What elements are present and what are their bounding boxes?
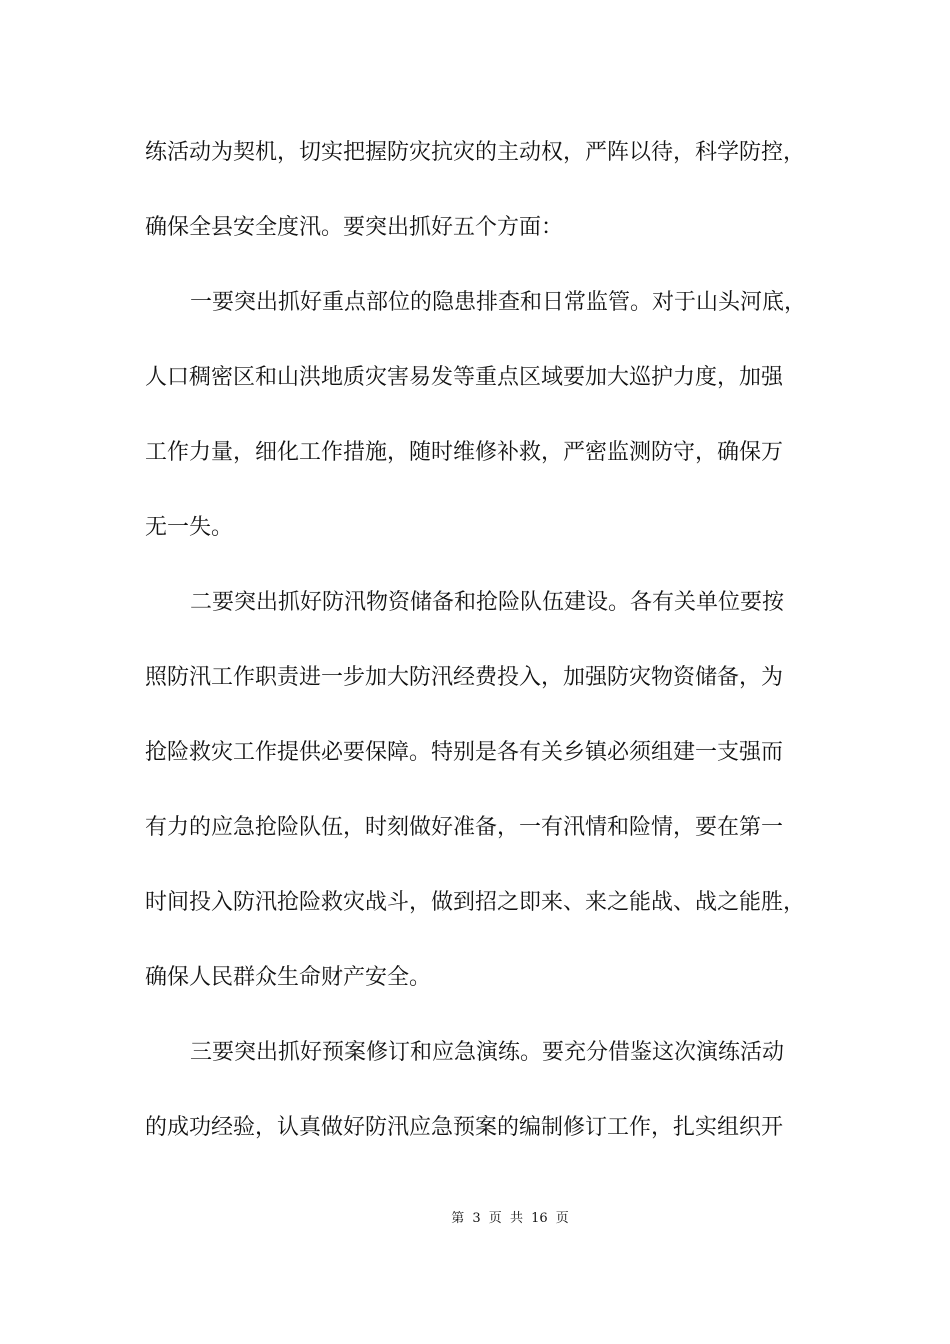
footer-current-page: 3	[472, 1211, 481, 1226]
paragraph-2-line-1: 二要突出抓好防汛物资储备和抢险队伍建设。各有关单位要按	[190, 590, 785, 615]
paragraph-2-line-6: 确保人民群众生命财产安全。	[145, 965, 432, 990]
footer-total-pages: 16	[531, 1211, 548, 1226]
paragraph-1-line-3: 工作力量，细化工作措施，随时维修补救，严密监测防守，确保万	[145, 440, 784, 465]
paragraph-1-line-2: 人口稠密区和山洪地质灾害易发等重点区域要加大巡护力度，加强	[145, 365, 784, 390]
page-footer	[0, 1209, 950, 1229]
paragraph-2-line-3: 抢险救灾工作提供必要保障。特别是各有关乡镇必须组建一支强而	[145, 740, 784, 765]
paragraph-3-line-2: 的成功经验，认真做好防汛应急预案的编制修订工作，扎实组织开	[145, 1115, 784, 1140]
paragraph-3-line-1: 三要突出抓好预案修订和应急演练。要充分借鉴这次演练活动	[190, 1040, 785, 1065]
footer-prefix: 第	[451, 1211, 465, 1226]
body-line-2: 确保全县安全度汛。要突出抓好五个方面：	[145, 215, 564, 240]
footer-total-prefix: 共	[509, 1211, 523, 1226]
footer-suffix: 页	[555, 1211, 569, 1226]
body-line-1: 练活动为契机，切实把握防灾抗灾的主动权，严阵以待，科学防控，	[145, 140, 806, 165]
footer-page-word: 页	[488, 1211, 502, 1226]
paragraph-1-line-1: 一要突出抓好重点部位的隐患排查和日常监管。对于山头河底，	[190, 290, 807, 315]
paragraph-2-line-2: 照防汛工作职责进一步加大防汛经费投入，加强防灾物资储备，为	[145, 665, 784, 690]
paragraph-2-line-4: 有力的应急抢险队伍，时刻做好准备，一有汛情和险情，要在第一	[145, 815, 784, 840]
paragraph-2-line-5: 时间投入防汛抢险救灾战斗，做到招之即来、来之能战、战之能胜，	[145, 890, 806, 915]
paragraph-1-line-4: 无一失。	[145, 515, 234, 540]
